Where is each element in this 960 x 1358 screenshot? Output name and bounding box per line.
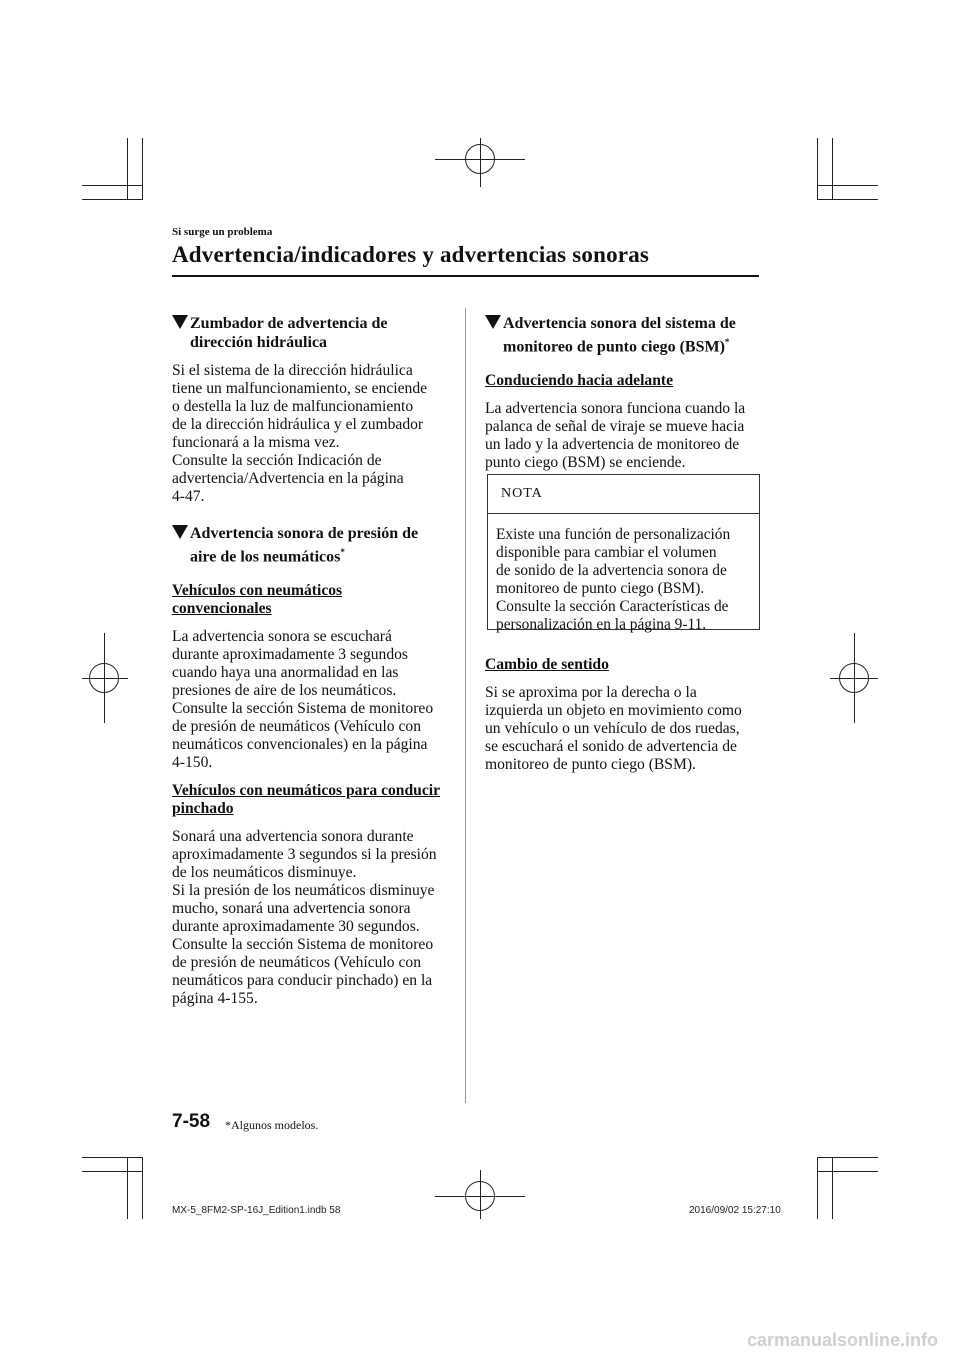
subheading-runflat-tires: Vehículos con neumáticos para conducir pinchado	[172, 782, 440, 818]
triangle-bullet-icon	[172, 525, 188, 539]
page-number: 7-58	[172, 1111, 211, 1132]
heading-bsm	[485, 314, 761, 356]
triangle-bullet-icon	[485, 315, 501, 329]
paragraph-lane-change: Si se aproxima por la derecha o la izquierda un objeto en movimiento como un vehículo o un vehículo de dos ruedas, se escuchará el sonido de advertencia de monitoreo de punto ciego (BSM).	[485, 684, 742, 773]
note-box	[487, 474, 760, 633]
triangle-bullet-icon	[172, 315, 188, 329]
asterisk-mark: *	[340, 547, 345, 557]
title-rule	[172, 275, 759, 277]
right-column-lower	[485, 656, 761, 774]
heading-tire-pressure	[172, 524, 457, 566]
left-column	[172, 314, 457, 1008]
watermark: carmanualsonline.info	[746, 1330, 938, 1350]
paragraph-power-steering: Si el sistema de la dirección hidráulica tiene un malfuncionamiento, se enciende o destella la luz de malfuncionamiento de la dirección hidráulica y el zumbador funcionará a la misma vez. Consulte la sección Indicación de advertencia/Advertencia en la página 4-47.	[172, 362, 428, 505]
subheading-conventional-tires: Vehículos con neumáticos convencionales	[172, 582, 343, 618]
heading-line-2: dirección hidráulica	[190, 334, 328, 351]
print-slug-file: MX-5_8FM2-SP-16J_Edition1.indb 58	[172, 1205, 341, 1216]
print-slug-date: 2016/09/02 15:27:10	[689, 1205, 781, 1216]
column-divider	[465, 308, 466, 1103]
heading-line-1: Advertencia sonora de presión de	[190, 525, 419, 542]
subheading-forward: Conduciendo hacia adelante	[485, 372, 674, 390]
page-title: Advertencia/indicadores y advertencias sonoras	[172, 242, 650, 267]
note-label: NOTA	[488, 475, 759, 514]
note-text: Existe una función de personalización disponible para cambiar el volumen de sonido de la advertencia sonora de monitoreo de punto ciego (BSM). Consulte la sección Características de personalización en la página 9-11.	[496, 526, 731, 633]
footnote: *Algunos modelos.	[225, 1118, 319, 1132]
paragraph-forward: La advertencia sonora funciona cuando la palanca de señal de viraje se mueve hacia un lado y la advertencia de monitoreo de punto ciego (BSM) se enciende.	[485, 400, 746, 472]
heading-power-steering	[172, 314, 457, 352]
paragraph-conventional-tires: La advertencia sonora se escuchará durante aproximadamente 3 segundos cuando haya una anormalidad en las presiones de aire de los neumáticos. Consulte la sección Sistema de monitoreo de presión de neumáticos (Vehículo con neumáticos convencionales) en la página 4-150.	[172, 628, 434, 772]
asterisk-mark: *	[724, 337, 730, 347]
right-column	[485, 314, 761, 472]
heading-line-2: monitoreo de punto ciego (BSM)	[503, 338, 725, 356]
heading-line-1: Advertencia sonora del sistema de	[503, 315, 736, 332]
paragraph-runflat-tires: Sonará una advertencia sonora durante aproximadamente 3 segundos si la presión de los neumáticos disminuye. Si la presión de los neumáticos disminuye mucho, sonará una advertencia sonora durante aproximadamente 30 segundos. Consulte la sección Sistema de monitoreo de presión de neumáticos (Vehículo con neumáticos para conducir pinchado) en la página 4-155.	[172, 828, 437, 1008]
heading-line-2: aire de los neumáticos	[190, 548, 341, 566]
section-label: Si surge un problema	[172, 226, 273, 238]
heading-line-1: Zumbador de advertencia de	[190, 315, 388, 332]
subheading-lane-change: Cambio de sentido	[485, 656, 609, 673]
